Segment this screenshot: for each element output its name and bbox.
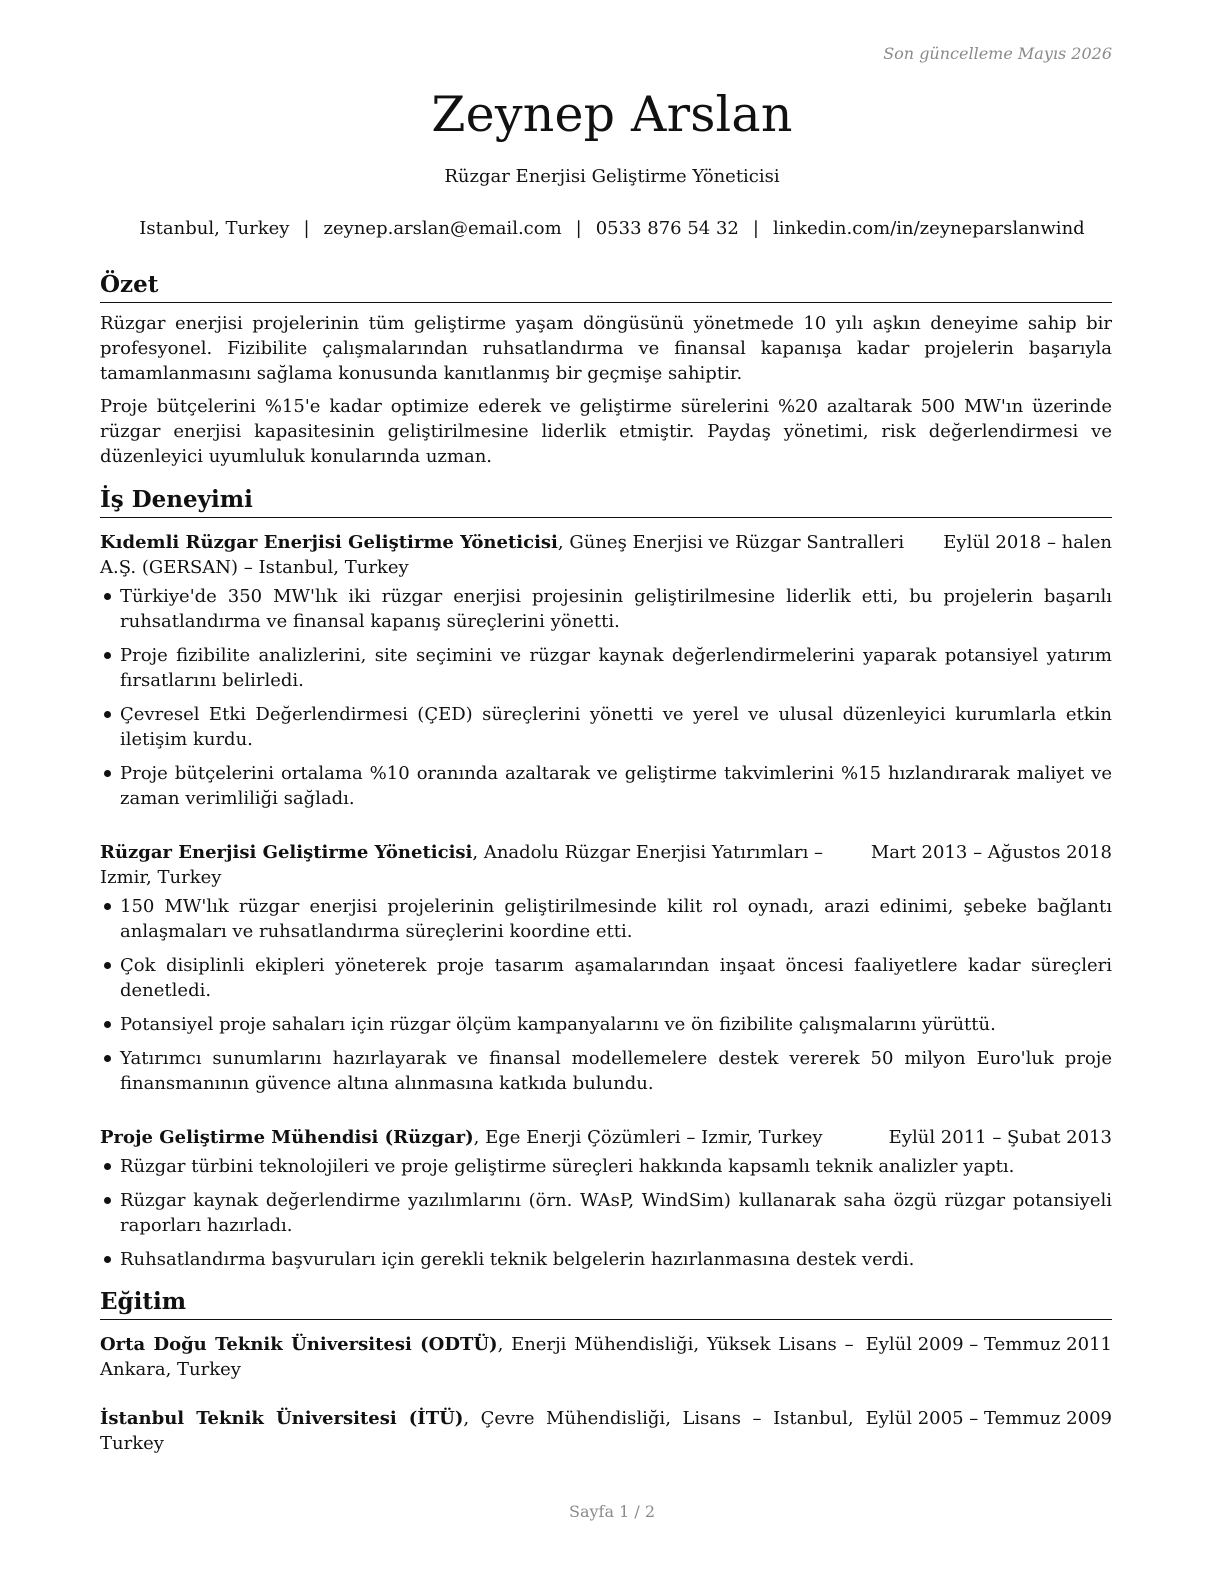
contact-line <box>0 218 1224 239</box>
last-updated: Son güncelleme Mayıs 2026 <box>883 44 1112 63</box>
education-entry <box>100 1406 1112 1456</box>
education-school: İstanbul Teknik Üniversitesi (İTÜ) <box>100 1408 464 1429</box>
job-entry <box>100 530 1112 811</box>
job-role: Rüzgar Enerjisi Geliştirme Yöneticisi <box>100 842 473 863</box>
job-bullet: Türkiye'de 350 MW'lık iki rüzgar enerjisi projesinin geliştirilmesine liderlik etti, bu projelerin başarılı ruhsatlandırma ve finansal kapanış süreçlerini yönetti. <box>100 584 1112 634</box>
headline: Rüzgar Enerjisi Geliştirme Yöneticisi <box>444 166 780 187</box>
contact-location: Istanbul, Turkey <box>139 218 290 239</box>
job-dates: Eylül 2011 – Şubat 2013 <box>888 1127 1112 1148</box>
education-dates: Eylül 2009 – Temmuz 2011 <box>865 1334 1112 1355</box>
candidate-name: Zeynep Arslan <box>431 86 793 143</box>
contact-separator: | <box>575 218 582 239</box>
job-header <box>100 840 1112 890</box>
education-school: Orta Doğu Teknik Üniversitesi (ODTÜ) <box>100 1334 498 1355</box>
section-title-summary: Özet <box>100 270 1112 303</box>
job-header <box>100 530 1112 580</box>
education-section <box>100 1287 1112 1456</box>
contact-email[interactable]: zeynep.arslan@email.com <box>323 218 562 239</box>
job-role: Proje Geliştirme Mühendisi (Rüzgar) <box>100 1127 474 1148</box>
job-bullet: Çevresel Etki Değerlendirmesi (ÇED) süreçlerini yönetti ve yerel ve ulusal düzenleyici kurumlarla etkin iletişim kurdu. <box>100 702 1112 752</box>
summary-paragraph: Rüzgar enerjisi projelerinin tüm geliştirme yaşam döngüsünü yönetmede 10 yılı aşkın deneyime sahip bir profesyonel. Fizibilite çalışmalarından ruhsatlandırma ve finansal kapanışa kadar projelerin başarıyla tamamlanmasını sağlama konusunda kanıtlanmış bir geçmişe sahiptir. <box>100 313 1112 384</box>
job-bullets <box>100 894 1112 1096</box>
job-header <box>100 1125 1112 1150</box>
job-org: , Güneş Enerjisi ve Rüzgar Santralleri A.Ş. (GERSAN) – Istanbul, Turkey <box>100 532 905 578</box>
contact-separator: | <box>303 218 310 239</box>
job-dates: Eylül 2018 – halen <box>943 532 1112 553</box>
summary-section <box>100 270 1112 469</box>
contact-linkedin[interactable]: linkedin.com/in/zeyneparslanwind <box>772 218 1085 239</box>
job-bullet: Potansiyel proje sahaları için rüzgar ölçüm kampanyalarını ve ön fizibilite çalışmalarını yürüttü. <box>100 1012 1112 1037</box>
education-dates: Eylül 2005 – Temmuz 2009 <box>865 1408 1112 1429</box>
job-org: , Anadolu Rüzgar Enerjisi Yatırımları – Izmir, Turkey <box>100 842 824 888</box>
job-bullets <box>100 584 1112 811</box>
contact-separator: | <box>752 218 759 239</box>
contact-phone: 0533 876 54 32 <box>595 218 739 239</box>
page-number: Sayfa 1 / 2 <box>568 1502 655 1521</box>
job-bullet: Rüzgar kaynak değerlendirme yazılımlarını (örn. WAsP, WindSim) kullanarak saha özgü rüzgar potansiyeli raporları hazırladı. <box>100 1188 1112 1238</box>
job-entry <box>100 840 1112 1096</box>
job-bullet: Yatırımcı sunumlarını hazırlayarak ve finansal modellemelere destek vererek 50 milyon Euro'luk proje finansmanının güvence altına alınmasına katkıda bulundu. <box>100 1046 1112 1096</box>
resume-body <box>100 270 1112 1456</box>
job-bullet: Proje bütçelerini ortalama %10 oranında azaltarak ve geliştirme takvimlerini %15 hızlandırarak maliyet ve zaman verimliliği sağladı. <box>100 761 1112 811</box>
job-bullet: Çok disiplinli ekipleri yöneterek proje tasarım aşamalarından inşaat öncesi faaliyetlere kadar süreçleri denetledi. <box>100 953 1112 1003</box>
job-bullet: 150 MW'lık rüzgar enerjisi projelerinin geliştirilmesinde kilit rol oynadı, arazi edinimi, şebeke bağlantı anlaşmaları ve ruhsatlandırma süreçlerini koordine etti. <box>100 894 1112 944</box>
education-entry <box>100 1332 1112 1382</box>
job-entry <box>100 1125 1112 1272</box>
education-detail: , Enerji Mühendisliği, Yüksek Lisans – Ankara, Turkey <box>100 1334 854 1380</box>
job-org: , Ege Enerji Çözümleri – Izmir, Turkey <box>473 1127 823 1148</box>
section-title-experience: İş Deneyimi <box>100 485 1112 518</box>
summary-paragraph: Proje bütçelerini %15'e kadar optimize ederek ve geliştirme sürelerini %20 azaltarak 500 MW'ın üzerinde rüzgar enerjisi kapasitesinin geliştirilmesine liderlik etmiştir. Paydaş yönetimi, risk değerlendirmesi ve düzenleyici uyumluluk konularında uzman. <box>100 396 1112 467</box>
job-bullet: Rüzgar türbini teknolojileri ve proje geliştirme süreçleri hakkında kapsamlı teknik analizler yaptı. <box>100 1154 1112 1179</box>
section-title-education: Eğitim <box>100 1287 1112 1320</box>
job-bullets <box>100 1154 1112 1272</box>
education-detail: , Çevre Mühendisliği, Lisans – Istanbul, Turkey <box>100 1408 854 1454</box>
experience-section <box>100 485 1112 1272</box>
job-role: Kıdemli Rüzgar Enerjisi Geliştirme Yöneticisi <box>100 532 558 553</box>
job-bullet: Proje fizibilite analizlerini, site seçimini ve rüzgar kaynak değerlendirmelerini yaparak potansiyel yatırım fırsatlarını belirledi. <box>100 643 1112 693</box>
job-dates: Mart 2013 – Ağustos 2018 <box>870 842 1112 863</box>
job-bullet: Ruhsatlandırma başvuruları için gerekli teknik belgelerin hazırlanmasına destek verdi. <box>100 1247 1112 1272</box>
